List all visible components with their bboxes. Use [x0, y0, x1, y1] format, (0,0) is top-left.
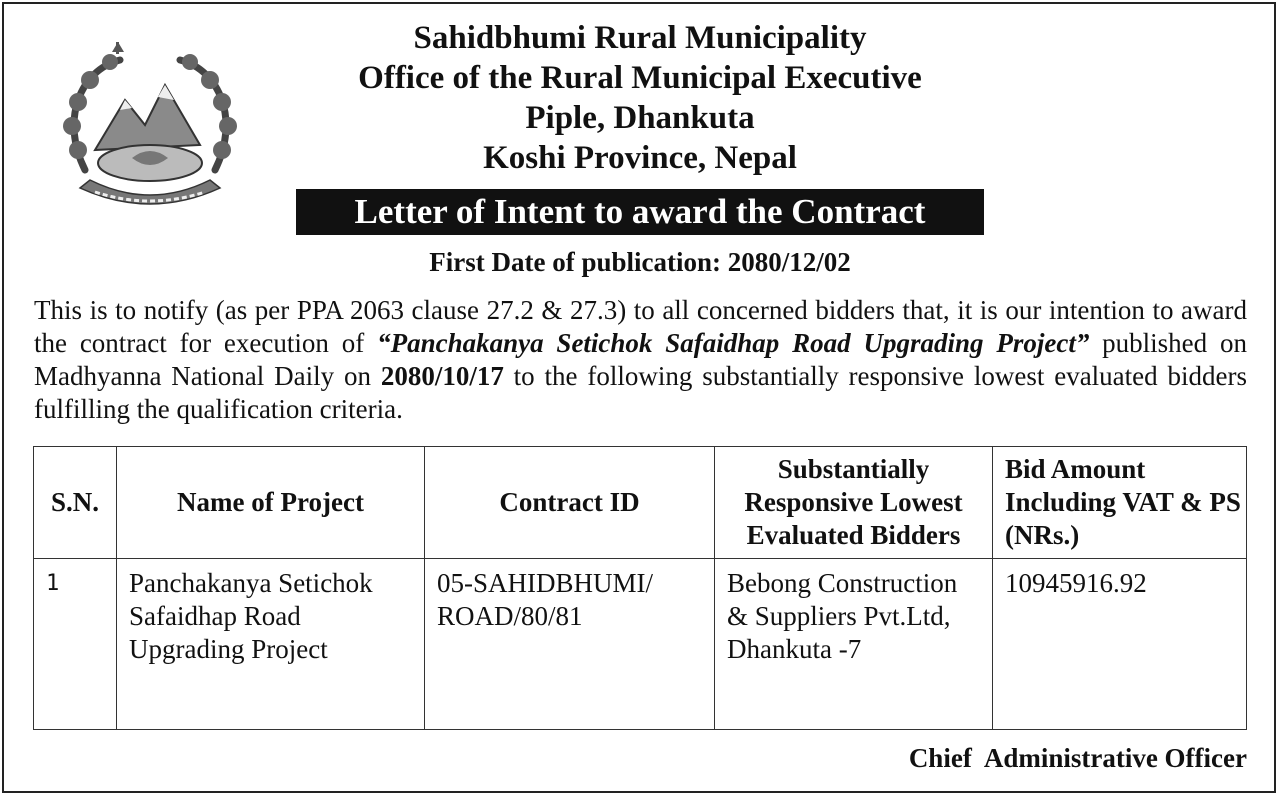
signoff-title: Chief Administrative Officer: [908, 743, 1247, 773]
publication-date: First Date of publication: 2080/12/02: [429, 247, 851, 277]
notice-text-part2: published on Madhyanna National Daily on: [34, 328, 1248, 391]
bid-results-table: [33, 446, 1247, 730]
col-header-bid-amount: Bid Amount Including VAT & PS (NRs.): [993, 447, 1247, 559]
office-name: Office of the Rural Municipal Executive: [358, 60, 922, 96]
municipality-name: Sahidbhumi Rural Municipality: [413, 20, 867, 56]
cell-project: Panchakanya Setichok Safaidhap Road Upgrading Project: [117, 559, 425, 730]
col-header-sn: S.N.: [34, 447, 117, 559]
table-row: [34, 559, 1247, 730]
cell-bidder: Bebong Construction & Suppliers Pvt.Ltd, Dhankuta -7: [715, 559, 993, 730]
notice-project-name: “Panchakanya Setichok Safaidhap Road Upgrading Project”: [377, 328, 1090, 358]
province-country: Koshi Province, Nepal: [483, 140, 797, 176]
nepal-coat-of-arms-icon: [50, 40, 250, 215]
notice-publish-date: 2080/10/17: [380, 361, 504, 391]
col-header-project: Name of Project: [117, 447, 425, 559]
notice-body: [34, 294, 1247, 426]
office-location: Piple, Dhankuta: [525, 100, 755, 136]
table-header-row: [34, 447, 1247, 559]
notice-text-part1: This is to notify (as per PPA 2063 clause 27.2 & 27.3) to all concerned bidders that, it is our intention to award the contract for execution of: [34, 295, 1247, 358]
cell-sn: 1: [34, 559, 117, 730]
notice-text-part3: to the following substantially responsive lowest evaluated bidders fulfilling the qualification criteria.: [34, 361, 1247, 424]
cell-contract-id: 05-SAHIDBHUMI/ ROAD/80/81: [425, 559, 715, 730]
col-header-contract-id: Contract ID: [425, 447, 715, 559]
notice-title-banner: Letter of Intent to award the Contract: [296, 189, 984, 235]
col-header-bidder: Substantially Responsive Lowest Evaluated Bidders: [715, 447, 993, 559]
municipality-header: [300, 18, 980, 178]
cell-bid-amount: 10945916.92: [993, 559, 1247, 730]
